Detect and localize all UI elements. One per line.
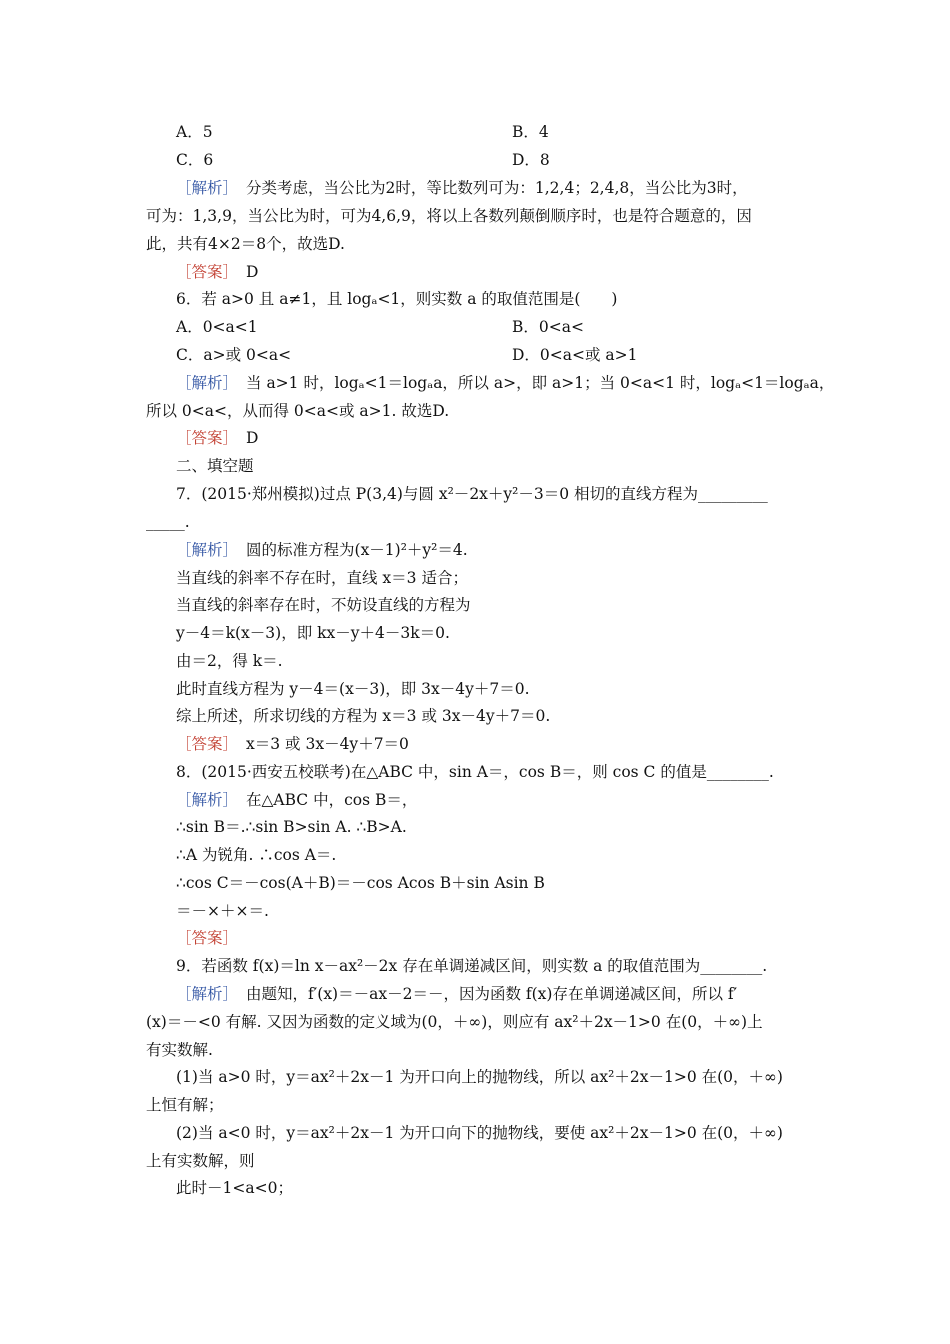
- q7-stem-cont: _____.: [146, 513, 190, 531]
- q8-analysis-line1: ［解析］ 在△ABC 中，cos B＝，: [176, 791, 418, 809]
- analysis-tag: ［解析］: [176, 541, 239, 559]
- q5-option-c: C．6: [176, 151, 214, 169]
- analysis-tag: ［解析］: [176, 179, 239, 197]
- q6-analysis-line1: ［解析］ 当 a>1 时，logₐ<1＝logₐa，所以 a>，即 a>1；当 0<a<1 时，logₐ<1＝logₐa，: [176, 374, 835, 392]
- q9-case1-line2: 上恒有解；: [146, 1096, 224, 1114]
- answer-tag: ［答案］: [176, 735, 239, 753]
- answer-tag: ［答案］: [176, 929, 239, 947]
- q7-analysis-line6: 此时直线方程为 y－4＝(x－3)，即 3x－4y＋7＝0.: [176, 680, 530, 698]
- q9-case1-line1: (1)当 a>0 时，y＝ax²＋2x－1 为开口向上的抛物线，所以 ax²＋2x－1>0 在(0，＋∞): [176, 1068, 783, 1086]
- q7-analysis-line7: 综上所述，所求切线的方程为 x＝3 或 3x－4y＋7＝0.: [176, 707, 551, 725]
- q9-analysis-line3: 有实数解.: [146, 1041, 213, 1059]
- analysis-tag: ［解析］: [176, 791, 239, 809]
- q8-stem: 8．(2015·西安五校联考)在△ABC 中，sin A＝，cos B＝，则 cos C 的值是________.: [176, 763, 774, 781]
- answer-tag: ［答案］: [176, 429, 239, 447]
- q9-case2-line1: (2)当 a<0 时，y＝ax²＋2x－1 为开口向下的抛物线，要使 ax²＋2x－1>0 在(0，＋∞): [176, 1124, 783, 1142]
- q8-analysis-line2: ∴sin B＝.∴sin B>sin A. ∴B>A.: [176, 818, 407, 836]
- q8-analysis-line5: ＝－×＋×＝.: [176, 902, 269, 920]
- q5-option-d: D．8: [512, 151, 550, 169]
- q8-analysis-line3: ∴A 为锐角. ∴cos A＝.: [176, 846, 337, 864]
- q5-option-a: A．5: [176, 123, 213, 141]
- q6-analysis-line2: 所以 0<a<，从而得 0<a<或 a>1. 故选D.: [146, 402, 450, 420]
- q6-option-b: B．0<a<: [512, 318, 584, 336]
- q7-analysis-line3: 当直线的斜率存在时，不妨设直线的方程为: [176, 596, 471, 614]
- answer-tag: ［答案］: [176, 263, 239, 281]
- q5-analysis-line1: ［解析］ 分类考虑，当公比为2时，等比数列可为：1,2,4；2,4,8，当公比为3时，: [176, 179, 748, 197]
- q5-option-b: B．4: [512, 123, 549, 141]
- q6-stem: 6．若 a>0 且 a≠1，且 logₐ<1，则实数 a 的取值范围是( ): [176, 290, 618, 308]
- q6-option-c: C．a>或 0<a<: [176, 346, 292, 364]
- q7-analysis-line1: ［解析］ 圆的标准方程为(x－1)²＋y²＝4.: [176, 541, 468, 559]
- q9-case2-line3: 此时－1<a<0；: [176, 1179, 293, 1197]
- analysis-tag: ［解析］: [176, 374, 239, 392]
- q7-analysis-line2: 当直线的斜率不存在时，直线 x＝3 适合；: [176, 569, 468, 587]
- section-title: 二、填空题: [176, 457, 254, 475]
- analysis-tag: ［解析］: [176, 985, 239, 1003]
- q7-stem: 7．(2015·郑州模拟)过点 P(3,4)与圆 x²－2x＋y²－3＝0 相切的直线方程为_________: [176, 485, 768, 503]
- q5-analysis-line3: 此，共有4×2＝8个，故选D.: [146, 235, 345, 253]
- q9-analysis-line2: (x)＝－<0 有解. 又因为函数的定义域为(0，＋∞)，则应有 ax²＋2x－1>0 在(0，＋∞)上: [146, 1013, 763, 1031]
- q6-option-d: D．0<a<或 a>1: [512, 346, 638, 364]
- q7-analysis-line4: y－4＝k(x－3)，即 kx－y＋4－3k＝0.: [176, 624, 450, 642]
- q5-answer: ［答案］ D: [176, 263, 259, 281]
- q9-stem: 9．若函数 f(x)＝ln x－ax²－2x 存在单调递减区间，则实数 a 的取值范围为________.: [176, 957, 768, 975]
- q7-analysis-line5: 由＝2，得 k＝.: [176, 652, 283, 670]
- q6-option-a: A．0<a<1: [176, 318, 258, 336]
- q7-answer: ［答案］ x＝3 或 3x－4y＋7＝0: [176, 735, 409, 753]
- q5-analysis-line2: 可为：1,3,9，当公比为时，可为4,6,9，将以上各数列颠倒顺序时，也是符合题意的，因: [146, 207, 752, 225]
- q8-analysis-line4: ∴cos C＝－cos(A＋B)＝－cos Acos B＋sin Asin B: [176, 874, 545, 892]
- q9-case2-line2: 上有实数解，则: [146, 1152, 255, 1170]
- q8-answer: [176, 928, 238, 948]
- q9-analysis-line1: ［解析］ 由题知，f′(x)＝－ax－2＝－，因为函数 f(x)存在单调递减区间，所以 f′: [176, 985, 738, 1003]
- q6-answer: ［答案］ D: [176, 429, 259, 447]
